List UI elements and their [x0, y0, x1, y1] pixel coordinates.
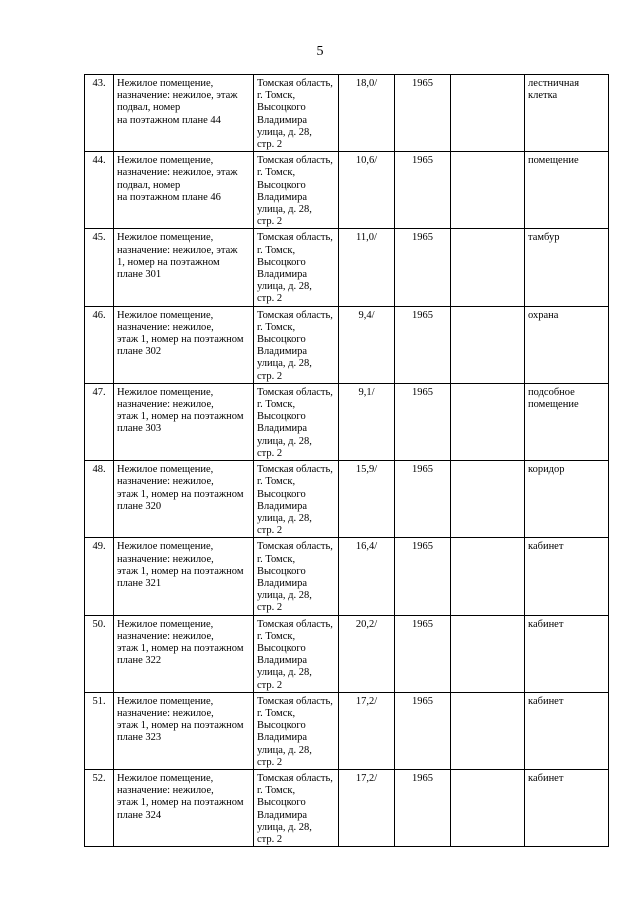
address-line: г. Томск, — [257, 399, 296, 411]
area-cell: 18,0/ — [339, 75, 395, 152]
purpose-cell — [525, 152, 609, 229]
table-row — [85, 75, 609, 152]
address-line: улица, д. 28, — [257, 358, 312, 370]
address-line: Томская область, — [257, 618, 333, 630]
area-cell: 10,6/ — [339, 152, 395, 229]
empty-cell — [451, 306, 525, 383]
address-line: стр. 2 — [257, 679, 283, 691]
name-line: Нежилое помещение, — [117, 695, 214, 707]
address-line: улица, д. 28, — [257, 821, 312, 833]
name-line: подвал, номер — [117, 179, 181, 191]
purpose-cell — [525, 769, 609, 846]
address-line: Владимира — [257, 732, 308, 744]
area-cell: 17,2/ — [339, 692, 395, 769]
row-number-cell: 43. — [85, 75, 114, 152]
name-line: этаж 1, номер на поэтажном — [117, 488, 244, 500]
empty-cell — [451, 229, 525, 306]
address-line: Высоцкого — [257, 797, 306, 809]
row-number-cell: 44. — [85, 152, 114, 229]
address-cell — [254, 229, 339, 306]
table-row — [85, 461, 609, 538]
address-line: Владимира — [257, 191, 308, 203]
address-cell — [254, 769, 339, 846]
address-line: улица, д. 28, — [257, 512, 312, 524]
address-line: Высоцкого — [257, 256, 306, 268]
address-line: г. Томск, — [257, 630, 296, 642]
address-line: Томская область, — [257, 695, 333, 707]
address-line: стр. 2 — [257, 525, 283, 537]
address-line: Владимира — [257, 809, 308, 821]
address-line: Высоцкого — [257, 642, 306, 654]
table-row — [85, 306, 609, 383]
year-cell: 1965 — [395, 229, 451, 306]
address-line: улица, д. 28, — [257, 126, 312, 138]
empty-cell — [451, 152, 525, 229]
table-row — [85, 152, 609, 229]
address-line: Томская область, — [257, 464, 333, 476]
address-line: Высоцкого — [257, 102, 306, 114]
address-line: Высоцкого — [257, 334, 306, 346]
address-line: г. Томск, — [257, 707, 296, 719]
address-line: г. Томск, — [257, 321, 296, 333]
name-line: назначение: нежилое, — [117, 630, 214, 642]
empty-cell — [451, 615, 525, 692]
name-line: этаж 1, номер на поэтажном — [117, 334, 244, 346]
object-name-cell — [114, 383, 254, 460]
year-cell: 1965 — [395, 538, 451, 615]
area-cell: 9,1/ — [339, 383, 395, 460]
name-line: назначение: нежилое, — [117, 707, 214, 719]
address-line: Высоцкого — [257, 488, 306, 500]
row-number-cell: 52. — [85, 769, 114, 846]
object-name-cell — [114, 692, 254, 769]
name-line: назначение: нежилое, — [117, 785, 214, 797]
address-line: Владимира — [257, 346, 308, 358]
address-line: стр. 2 — [257, 293, 283, 305]
address-line: Владимира — [257, 423, 308, 435]
year-cell: 1965 — [395, 769, 451, 846]
row-number-cell: 45. — [85, 229, 114, 306]
address-line: стр. 2 — [257, 216, 283, 228]
year-cell: 1965 — [395, 615, 451, 692]
table-row — [85, 229, 609, 306]
area-cell: 17,2/ — [339, 769, 395, 846]
address-line: г. Томск, — [257, 553, 296, 565]
area-cell: 15,9/ — [339, 461, 395, 538]
object-name-cell — [114, 152, 254, 229]
object-name-cell — [114, 461, 254, 538]
name-line: назначение: нежилое, — [117, 553, 214, 565]
address-cell — [254, 692, 339, 769]
row-number-cell: 49. — [85, 538, 114, 615]
address-line: Томская область, — [257, 78, 333, 89]
table-body — [85, 75, 609, 847]
name-line: 1, номер на поэтажном — [117, 256, 220, 268]
year-cell: 1965 — [395, 306, 451, 383]
row-number-cell: 50. — [85, 615, 114, 692]
address-cell — [254, 615, 339, 692]
area-cell: 20,2/ — [339, 615, 395, 692]
address-cell — [254, 461, 339, 538]
name-line: Нежилое помещение, — [117, 155, 214, 167]
table-row — [85, 769, 609, 846]
empty-cell — [451, 692, 525, 769]
year-cell: 1965 — [395, 383, 451, 460]
row-number-cell: 48. — [85, 461, 114, 538]
empty-cell — [451, 769, 525, 846]
address-line: Томская область, — [257, 155, 333, 167]
address-line: улица, д. 28, — [257, 204, 312, 216]
name-line: назначение: нежилое, этаж — [117, 244, 238, 256]
purpose-line: кабинет — [528, 772, 564, 784]
table-row — [85, 538, 609, 615]
address-line: стр. 2 — [257, 447, 283, 459]
row-number-cell: 47. — [85, 383, 114, 460]
address-cell — [254, 306, 339, 383]
address-line: Высоцкого — [257, 720, 306, 732]
name-line: этаж 1, номер на поэтажном — [117, 565, 244, 577]
name-line: назначение: нежилое, — [117, 321, 214, 333]
purpose-line: помещение — [528, 399, 579, 411]
name-line: Нежилое помещение, — [117, 772, 214, 784]
address-line: Владимира — [257, 500, 308, 512]
purpose-line: охрана — [528, 309, 559, 321]
name-line: плане 322 — [117, 655, 162, 667]
purpose-line: тамбур — [528, 232, 560, 244]
address-cell — [254, 152, 339, 229]
name-line: этаж 1, номер на поэтажном — [117, 797, 244, 809]
purpose-cell — [525, 538, 609, 615]
purpose-cell — [525, 461, 609, 538]
object-name-cell — [114, 769, 254, 846]
address-cell — [254, 75, 339, 152]
purpose-cell — [525, 306, 609, 383]
name-line: этаж 1, номер на поэтажном — [117, 642, 244, 654]
name-line: плане 303 — [117, 423, 162, 435]
name-line: плане 323 — [117, 732, 162, 744]
address-line: стр. 2 — [257, 370, 283, 382]
year-cell: 1965 — [395, 692, 451, 769]
purpose-line: помещение — [528, 155, 579, 167]
address-line: улица, д. 28, — [257, 667, 312, 679]
address-line: Высоцкого — [257, 565, 306, 577]
purpose-line: кабинет — [528, 618, 564, 630]
empty-cell — [451, 461, 525, 538]
address-line: Владимира — [257, 655, 308, 667]
address-cell — [254, 538, 339, 615]
name-line: Нежилое помещение, — [117, 386, 214, 398]
name-line: этаж 1, номер на поэтажном — [117, 411, 244, 423]
empty-cell — [451, 538, 525, 615]
purpose-cell — [525, 383, 609, 460]
address-line: улица, д. 28, — [257, 744, 312, 756]
purpose-cell — [525, 75, 609, 152]
address-line: Томская область, — [257, 772, 333, 784]
year-cell: 1965 — [395, 75, 451, 152]
name-line: назначение: нежилое, — [117, 399, 214, 411]
purpose-line: коридор — [528, 464, 565, 476]
name-line: плане 324 — [117, 809, 162, 821]
address-line: Высоцкого — [257, 411, 306, 423]
table-row — [85, 615, 609, 692]
address-line: Томская область, — [257, 232, 333, 244]
empty-cell — [451, 75, 525, 152]
address-line: улица, д. 28, — [257, 590, 312, 602]
name-line: Нежилое помещение, — [117, 541, 214, 553]
table-row — [85, 692, 609, 769]
object-name-cell — [114, 538, 254, 615]
page-number: 5 — [316, 44, 324, 59]
address-line: г. Томск, — [257, 90, 296, 102]
address-line: Томская область, — [257, 386, 333, 398]
address-line: г. Томск, — [257, 167, 296, 179]
address-line: г. Томск, — [257, 785, 296, 797]
name-line: назначение: нежилое, этаж — [117, 90, 238, 102]
name-line: Нежилое помещение, — [117, 232, 214, 244]
name-line: на поэтажном плане 44 — [117, 114, 221, 126]
purpose-cell — [525, 615, 609, 692]
purpose-line: кабинет — [528, 695, 564, 707]
row-number-cell: 46. — [85, 306, 114, 383]
year-cell: 1965 — [395, 152, 451, 229]
purpose-line: кабинет — [528, 541, 564, 553]
address-line: улица, д. 28, — [257, 281, 312, 293]
year-cell: 1965 — [395, 461, 451, 538]
object-name-cell — [114, 306, 254, 383]
name-line: плане 301 — [117, 269, 162, 281]
name-line: этаж 1, номер на поэтажном — [117, 720, 244, 732]
name-line: подвал, номер — [117, 102, 181, 114]
name-line: Нежилое помещение, — [117, 464, 214, 476]
purpose-line: лестничная — [528, 78, 580, 89]
area-cell: 16,4/ — [339, 538, 395, 615]
empty-cell — [451, 383, 525, 460]
name-line: плане 320 — [117, 500, 162, 512]
object-name-cell — [114, 75, 254, 152]
purpose-cell — [525, 229, 609, 306]
name-line: назначение: нежилое, — [117, 476, 214, 488]
name-line: Нежилое помещение, — [117, 78, 214, 89]
address-line: г. Томск, — [257, 244, 296, 256]
address-line: г. Томск, — [257, 476, 296, 488]
address-line: Владимира — [257, 114, 308, 126]
table-row — [85, 383, 609, 460]
address-line: улица, д. 28, — [257, 435, 312, 447]
address-line: Томская область, — [257, 541, 333, 553]
property-table — [84, 74, 609, 847]
address-line: стр. 2 — [257, 756, 283, 768]
address-line: Владимира — [257, 577, 308, 589]
name-line: Нежилое помещение, — [117, 309, 214, 321]
object-name-cell — [114, 615, 254, 692]
row-number-cell: 51. — [85, 692, 114, 769]
name-line: плане 302 — [117, 346, 162, 358]
object-name-cell — [114, 229, 254, 306]
name-line: назначение: нежилое, этаж — [117, 167, 238, 179]
address-line: стр. 2 — [257, 833, 283, 845]
address-line: Высоцкого — [257, 179, 306, 191]
purpose-cell — [525, 692, 609, 769]
address-line: стр. 2 — [257, 602, 283, 614]
address-cell — [254, 383, 339, 460]
name-line: на поэтажном плане 46 — [117, 191, 221, 203]
name-line: Нежилое помещение, — [117, 618, 214, 630]
purpose-line: клетка — [528, 90, 558, 102]
area-cell: 11,0/ — [339, 229, 395, 306]
area-cell: 9,4/ — [339, 306, 395, 383]
name-line: плане 321 — [117, 577, 162, 589]
address-line: Томская область, — [257, 309, 333, 321]
address-line: Владимира — [257, 269, 308, 281]
purpose-line: подсобное — [528, 386, 575, 398]
address-line: стр. 2 — [257, 139, 283, 151]
